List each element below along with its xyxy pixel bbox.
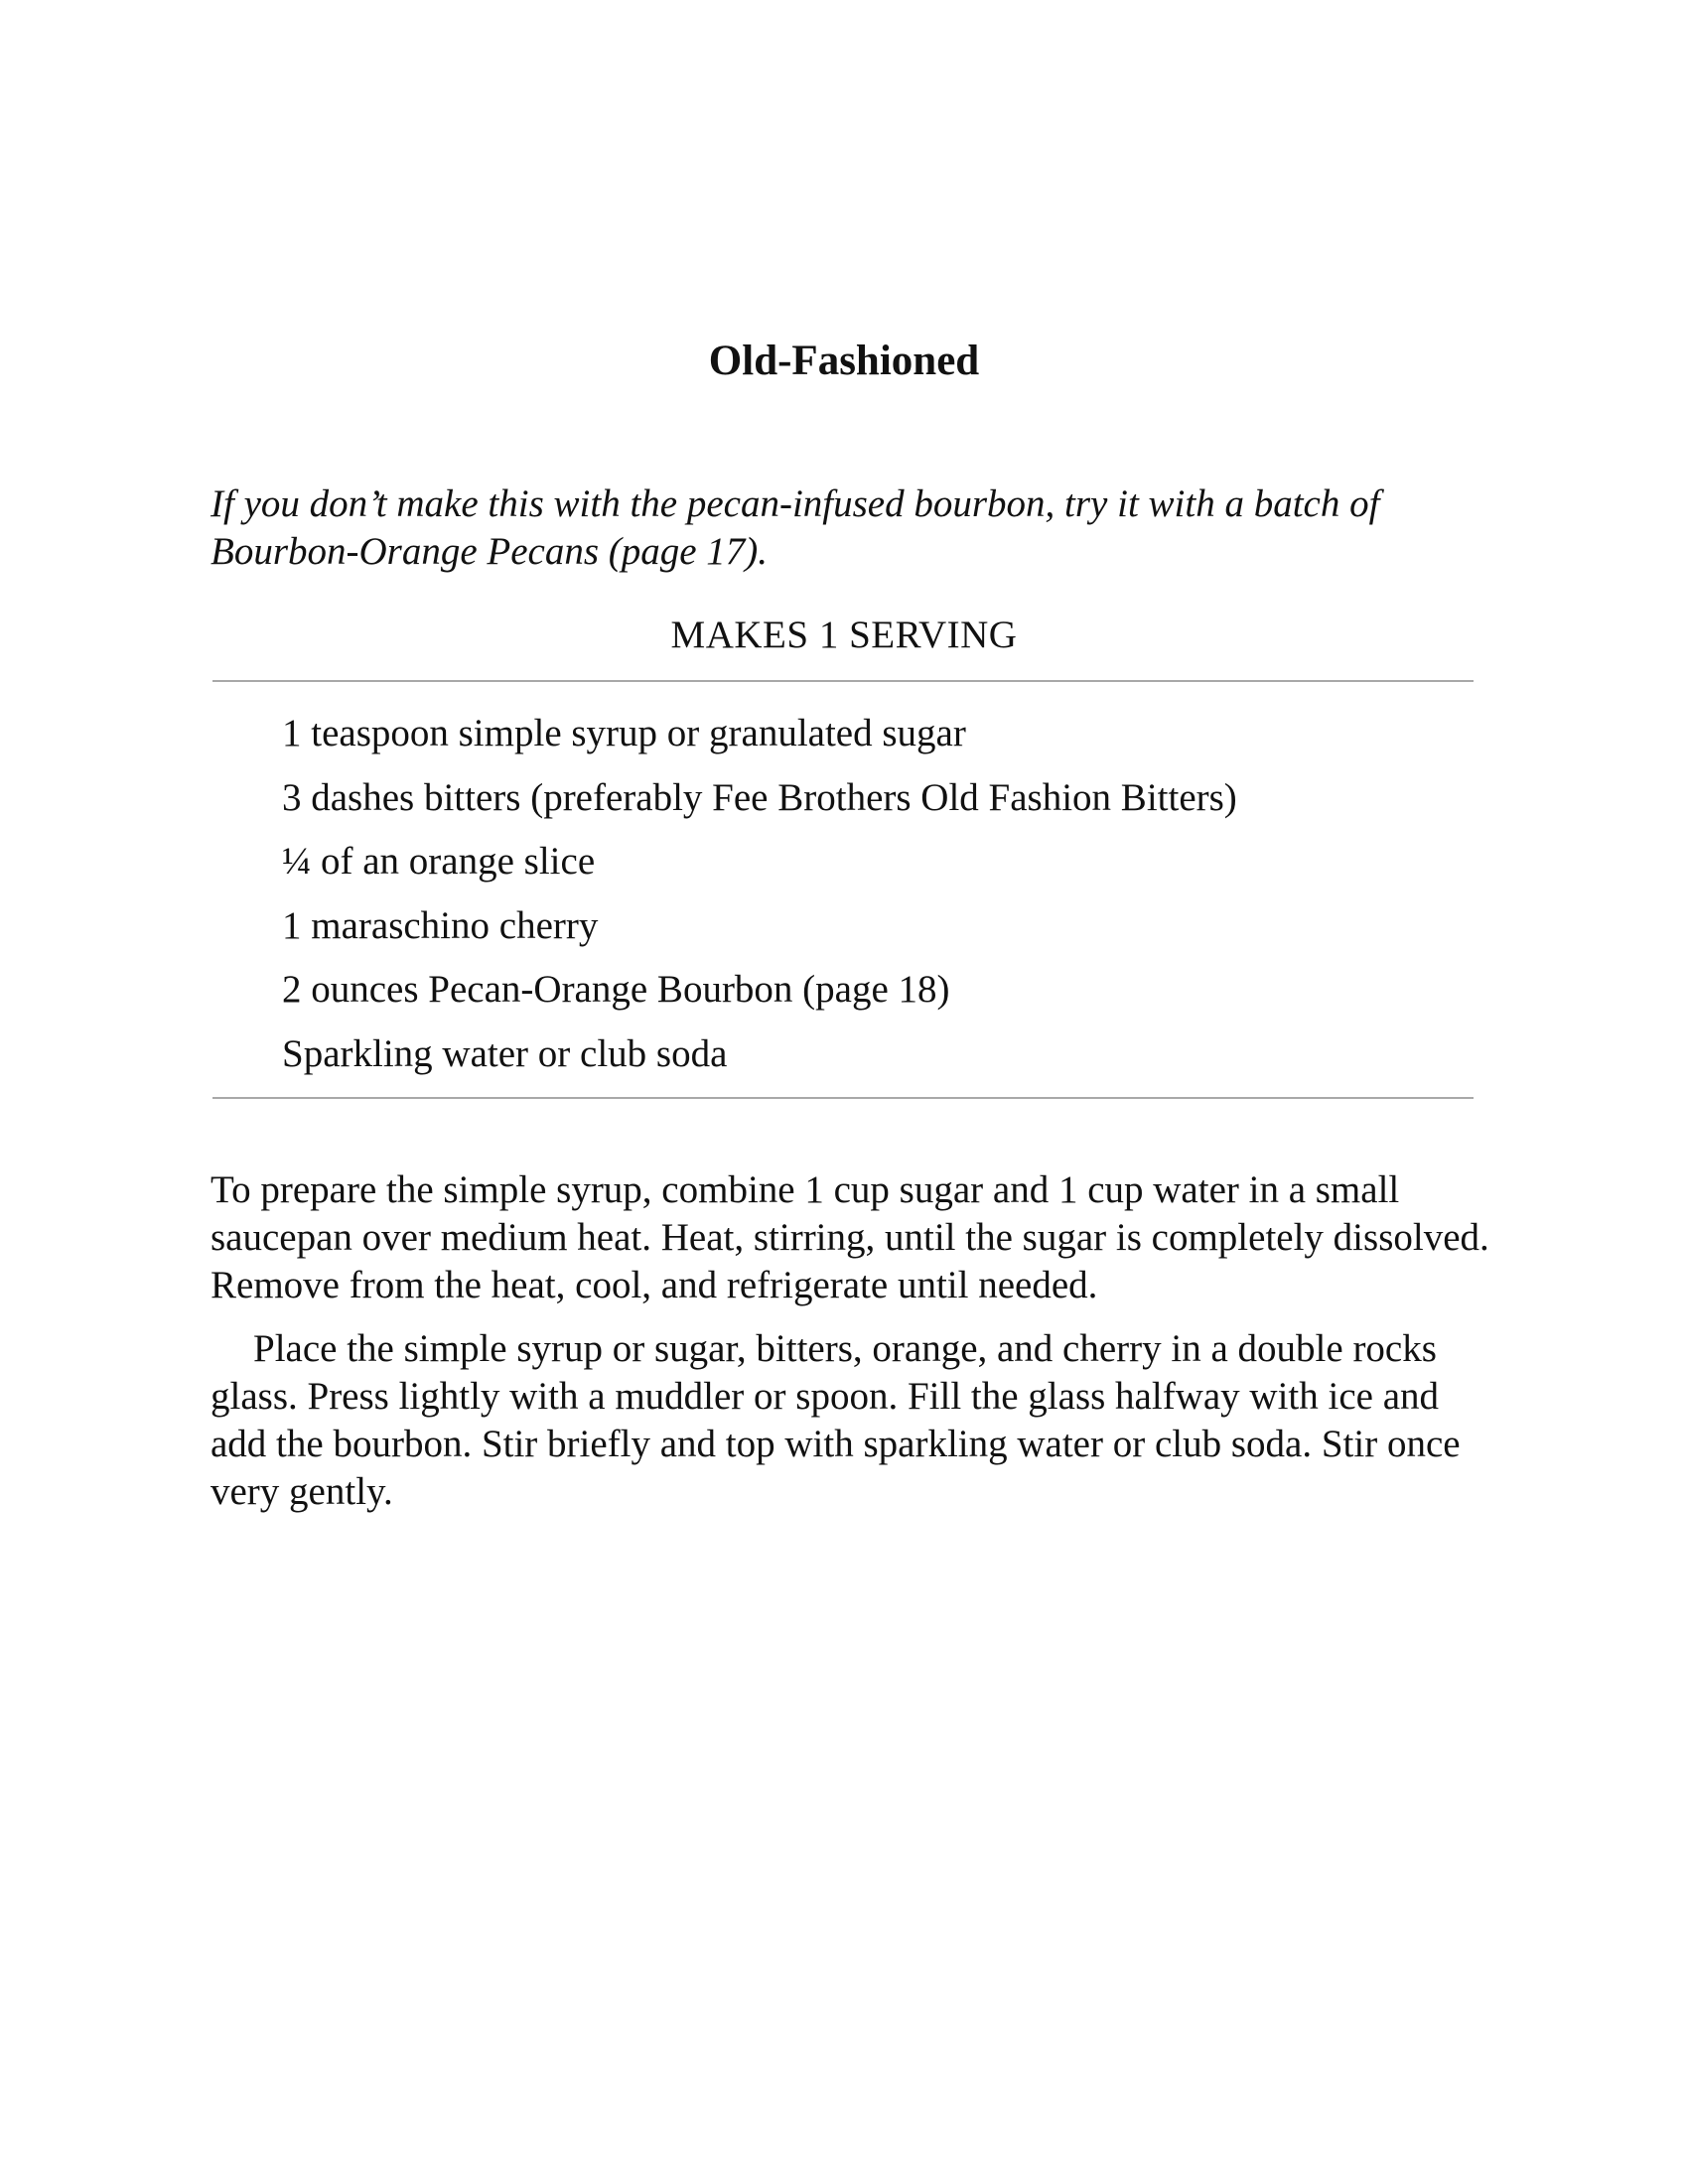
method-paragraph: Place the simple syrup or sugar, bitters, orange, and cherry in a double rocks glass. Press lightly with a muddler or spoon. Fill the glass halfway with ice and add the bourbon. Stir briefly and top with sparkling water or club soda. Stir once very gently. bbox=[211, 1327, 1461, 1513]
ingredients-bottom-divider bbox=[212, 1097, 1474, 1099]
recipe-intro: If you don’t make this with the pecan-infused bourbon, try it with a batch of Bourbon-Orange Pecans (page 17). bbox=[211, 482, 1380, 573]
ingredients-top-divider bbox=[212, 680, 1474, 682]
ingredient-list bbox=[282, 708, 1237, 1092]
ingredient-item: ¼ of an orange slice bbox=[282, 840, 596, 883]
ingredient-item: 3 dashes bitters (preferably Fee Brothers Old Fashion Bitters) bbox=[282, 775, 1237, 819]
ingredient-item: 1 teaspoon simple syrup or granulated sugar bbox=[282, 712, 966, 754]
recipe-title: Old-Fashioned bbox=[708, 338, 980, 384]
ingredient-item: Sparkling water or club soda bbox=[282, 1031, 728, 1075]
method-paragraph: To prepare the simple syrup, combine 1 cup sugar and 1 cup water in a small saucepan over medium heat. Heat, stirring, until the sugar is completely dissolved. Remove from the heat, cool, and refrigerate until needed. bbox=[211, 1168, 1489, 1306]
recipe-yield: MAKES 1 SERVING bbox=[670, 614, 1018, 656]
ingredient-item: 1 maraschino cherry bbox=[282, 903, 599, 947]
recipe-method bbox=[211, 1166, 1501, 1532]
ingredient-item: 2 ounces Pecan-Orange Bourbon (page 18) bbox=[282, 968, 950, 1011]
